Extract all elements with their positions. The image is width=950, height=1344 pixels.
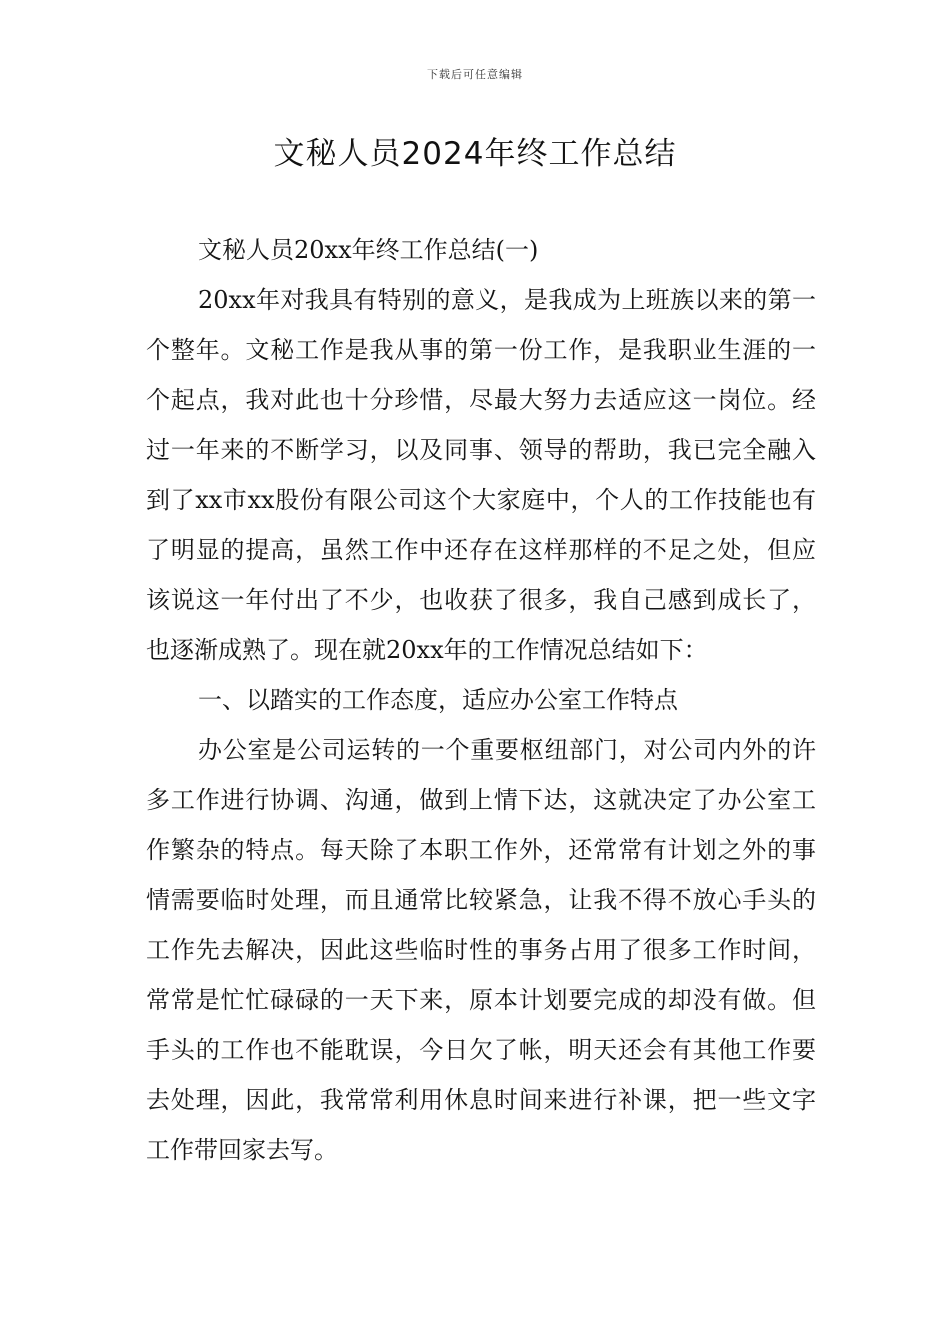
- section-heading: 一、以踏实的工作态度，适应办公室工作特点: [198, 686, 678, 714]
- body-paragraph: 办公室是公司运转的一个重要枢纽部门，对公司内外的许多工作进行协调、沟通，做到上情下达，这就决定了办公室工作繁杂的特点。每天除了本职工作外，还常常有计划之外的事情需要临时处理，而且通常比较紧急，让我不得不放心手头的工作先去解决，因此这些临时性的事务占用了很多工作时间，常常是忙忙碌碌的一天下来，原本计划要完成的却没有做。但手头的工作也不能耽误，今日欠了帐，明天还会有其他工作要去处理，因此，我常常利用休息时间来进行补课，把一些文字工作带回家去写。: [146, 736, 816, 1164]
- document-title: 文秘人员2024年终工作总结: [273, 136, 677, 172]
- document-body: [146, 225, 816, 1175]
- section-heading: 文秘人员20xx年终工作总结(一): [198, 236, 539, 264]
- header-note: 下载后可任意编辑: [427, 68, 523, 81]
- body-paragraph: 20xx年对我具有特别的意义，是我成为上班族以来的第一个整年。文秘工作是我从事的第一份工作，是我职业生涯的一个起点，我对此也十分珍惜，尽最大努力去适应这一岗位。经过一年来的不断学习，以及同事、领导的帮助，我已完全融入到了xx市xx股份有限公司这个大家庭中，个人的工作技能也有了明显的提高，虽然工作中还存在这样那样的不足之处，但应该说这一年付出了不少，也收获了很多，我自己感到成长了，也逐渐成熟了。现在就20xx年的工作情况总结如下：: [146, 286, 816, 664]
